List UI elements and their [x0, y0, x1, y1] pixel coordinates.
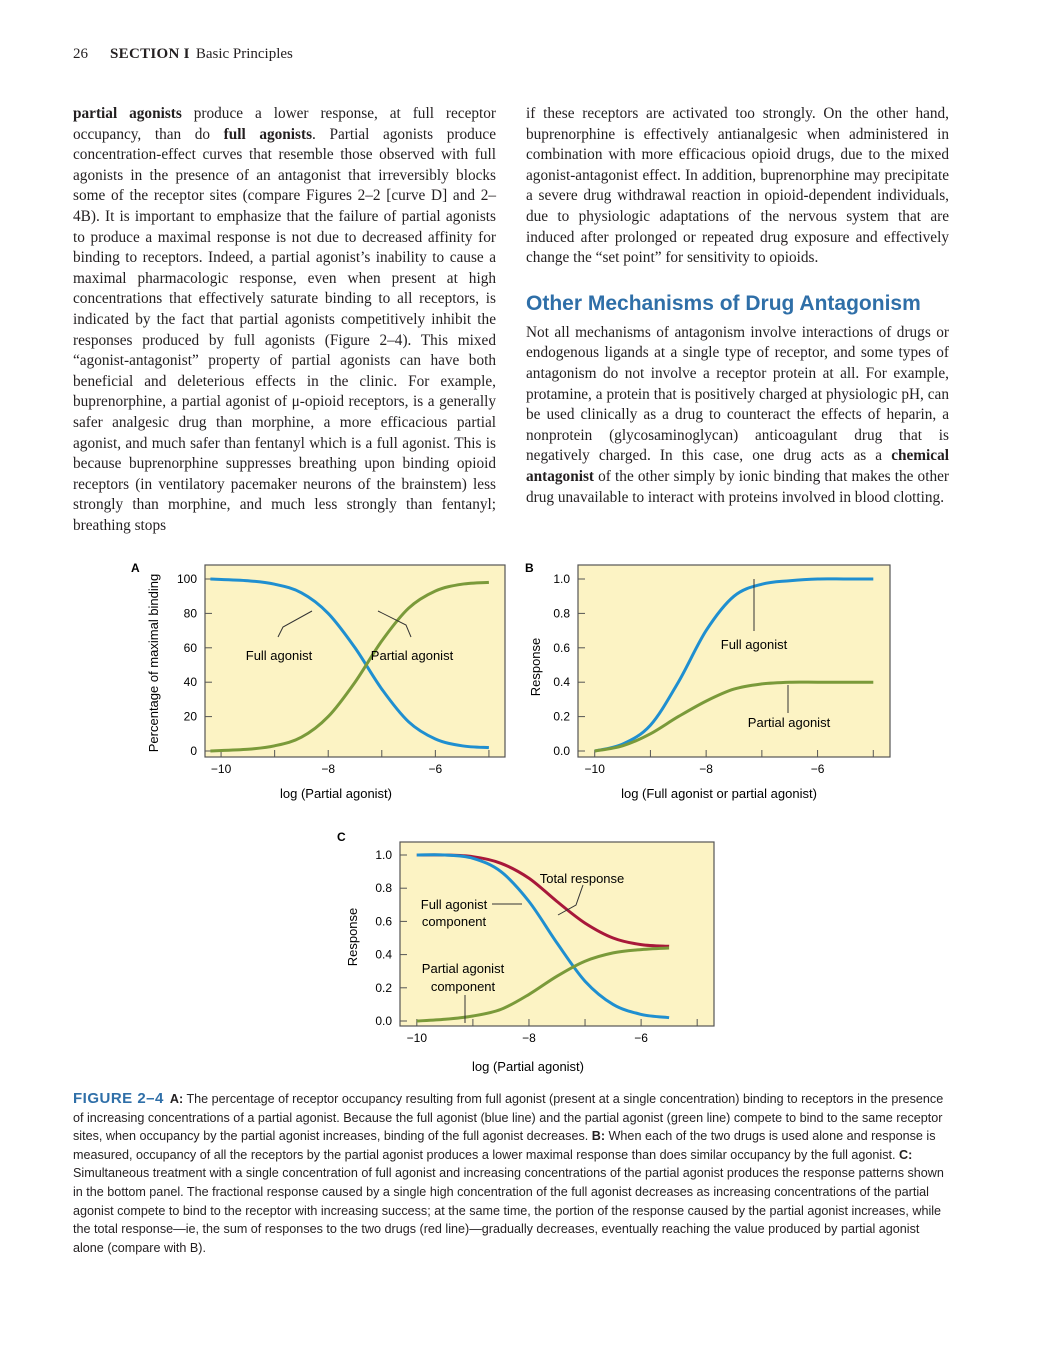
y-tick-label: 100 — [176, 572, 197, 586]
panel-b-background — [578, 565, 890, 757]
x-tick-label: −8 — [321, 762, 336, 776]
x-tick-label: −10 — [584, 762, 605, 776]
running-header — [73, 46, 293, 63]
section-heading: Other Mechanisms of Drug Antagonism — [526, 291, 921, 315]
panel-b-ylabel: Response — [528, 637, 543, 697]
caption-text: When each of the two drugs is used alone and response is measured, occupancy of all the receptors by the partial agonist produces a lower maximal response than does similar occupancy by the full agonist. — [73, 1129, 936, 1162]
paragraph — [526, 323, 949, 508]
y-tick-label: 40 — [183, 675, 197, 690]
text-run: of the other simply by ionic binding that makes the other drug unavailable to interact with proteins involved in blood clotting. — [526, 467, 949, 506]
bold-term: chemical antagonist — [526, 447, 949, 485]
panel-c-background — [400, 842, 714, 1026]
paragraph — [73, 104, 496, 536]
y-tick-label: 0.8 — [553, 606, 570, 621]
panel-b-partial-agonist-label: Partial agonist — [747, 715, 831, 730]
x-tick-label: −6 — [810, 762, 825, 776]
y-tick-label: 0.0 — [553, 744, 570, 758]
panel-a-partial-agonist-label: Partial agonist — [370, 648, 454, 663]
section-title: Basic Principles — [195, 46, 293, 62]
left-column — [73, 104, 496, 536]
panel-c-xlabel: log (Partial agonist) — [472, 1059, 584, 1074]
y-tick-label: 20 — [183, 709, 197, 724]
figure-caption — [73, 1090, 953, 1257]
text-run: . Partial agonists produce concentration-effect curves that resemble those observed with full agonists in the presence of an antagonist that irreversibly blocks some of the receptor sites (compare Figures 2–2 [curve D] and 2–4B). It is important to emphasize that the failure of partial agonists to produce a maximal response is not due to decreased affinity for binding to receptors. Indeed, a partial agonist’s inability to cause a maximal pharmacologic response, even when present at high concentrations that effectively saturate binding to all receptors, is indicated by the fact that partial agonists competitively inhibit the responses produced by full agonists (Figure 2–4). This mixed “agonist-antagonist” property of partial agonists can have both beneficial and deleterious effects in the clinic. For example, buprenorphine, a partial agonist of μ-opioid receptors, is a generally safer analgesic drug than morphine, a more efficacious partial agonist, and much safer than fentanyl which is a full agonist. This is because buprenorphine suppresses breathing upon binding opioid receptors (in ventilatory pacemaker neurons of the brainstem) less strongly than morphine, and much less strongly than fentanyl; breathing stops — [73, 125, 496, 534]
panel-b-xlabel: log (Full agonist or partial agonist) — [621, 786, 817, 801]
panel-b-full-agonist-label: Full agonist — [720, 637, 788, 652]
panel-c-total-response-label: Total response — [539, 871, 625, 886]
text-run: produce a lower response, at full receptor occupancy, than do — [73, 105, 496, 143]
y-tick-label: 1.0 — [553, 572, 570, 586]
y-tick-label: 0.2 — [375, 980, 392, 995]
panel-c-full-label-line1: Full agonist — [420, 897, 488, 912]
y-tick-label: 0.6 — [375, 914, 392, 929]
panel-c — [337, 830, 714, 1074]
caption-text: The percentage of receptor occupancy resulting from full agonist (present at a single concentration) binding to receptors in the presence of increasing concentrations of a partial agonist. Because the full agonist (blue line) and the partial agonist (green line) compete to bind to the same receptor sites, when occupancy by the partial agonist increases, binding of the full agonist decreases. — [73, 1092, 944, 1144]
panel-a-ylabel: Percentage of maximal binding — [146, 573, 161, 753]
figure-label: FIGURE 2–4 — [73, 1090, 164, 1107]
paragraph: if these receptors are activated too strongly. On the other hand, buprenorphine is effectively antianalgesic when administered in combination with more efficacious opioid drugs, due to the mixed agonist-antagonist effect. In addition, buprenorphine may precipitate a severe drug withdrawal reaction in opioid-dependent individuals, due to physiologic adaptations of the nervous system that are induced after prolonged or repeated drug exposure and effectively change the “set point” for sensitivity to opioids. — [526, 105, 949, 267]
caption-part-label: A: — [169, 1092, 184, 1106]
panel-a-full-agonist-label: Full agonist — [245, 648, 313, 663]
panel-a — [131, 561, 505, 801]
x-tick-label: −8 — [699, 762, 713, 776]
bold-term: partial agonists — [73, 105, 182, 122]
x-tick-label: −6 — [634, 1031, 648, 1045]
section-label: SECTION I — [110, 46, 190, 62]
caption-text: Simultaneous treatment with a single concentration of full agonist and increasing concentrations of the partial agonist produces the response patterns shown in the bottom panel. The fractional response caused by a single high concentration of the full agonist decreases as increasing concentrations of the partial agonist compete to bind to the receptor with increasing success; at the same time, the portion of the response caused by the partial agonist increases, while the total response—ie, the sum of responses to the two drugs (red line)—gradually decreases, eventually reaching the value produced by partial agonist alone (compare with B). — [73, 1166, 944, 1255]
bold-term: full agonists — [223, 125, 313, 143]
panel-c-partial-label-line2: component — [430, 979, 496, 994]
caption-part-label: B: — [591, 1129, 606, 1144]
x-tick-label: −10 — [406, 1031, 428, 1045]
panel-a-letter: A — [131, 561, 140, 575]
panel-b-letter: B — [525, 561, 534, 575]
y-tick-label: 0.2 — [553, 709, 570, 724]
page-number: 26 — [73, 46, 88, 62]
panel-c-letter: C — [337, 830, 346, 844]
y-tick-label: 0 — [190, 744, 197, 758]
panel-a-xlabel: log (Partial agonist) — [280, 786, 392, 801]
caption-part-label: C: — [899, 1147, 913, 1162]
figure-2-4 — [0, 555, 1052, 1080]
panel-c-ylabel: Response — [345, 907, 360, 967]
y-tick-label: 0.0 — [375, 1014, 392, 1028]
panel-b — [525, 561, 890, 801]
x-tick-label: −10 — [210, 762, 232, 776]
panel-c-full-label-line2: component — [421, 914, 487, 929]
y-tick-label: 60 — [183, 640, 197, 655]
y-tick-label: 80 — [183, 606, 197, 621]
y-tick-label: 0.8 — [375, 881, 392, 896]
text-run: Not all mechanisms of antagonism involve interactions of drugs or endogenous ligands at a single type of receptor, and some types of antagonism do not involve a receptor protein at all. For example, protamine, a protein that is positively charged at physiologic pH, can be used clinically as a drug to counteract the effects of heparin, a nonprotein (glycosaminoglycan) anticoagulant drug that is negatively charged. In this case, one drug acts as a — [526, 323, 949, 465]
x-tick-label: −6 — [428, 762, 443, 776]
y-tick-label: 0.6 — [553, 640, 570, 655]
panel-c-partial-label-line1: Partial agonist — [421, 961, 505, 976]
y-tick-label: 0.4 — [553, 675, 570, 690]
y-tick-label: 0.4 — [375, 947, 392, 962]
right-column — [526, 104, 949, 508]
y-tick-label: 1.0 — [375, 848, 392, 862]
x-tick-label: −8 — [522, 1031, 536, 1045]
